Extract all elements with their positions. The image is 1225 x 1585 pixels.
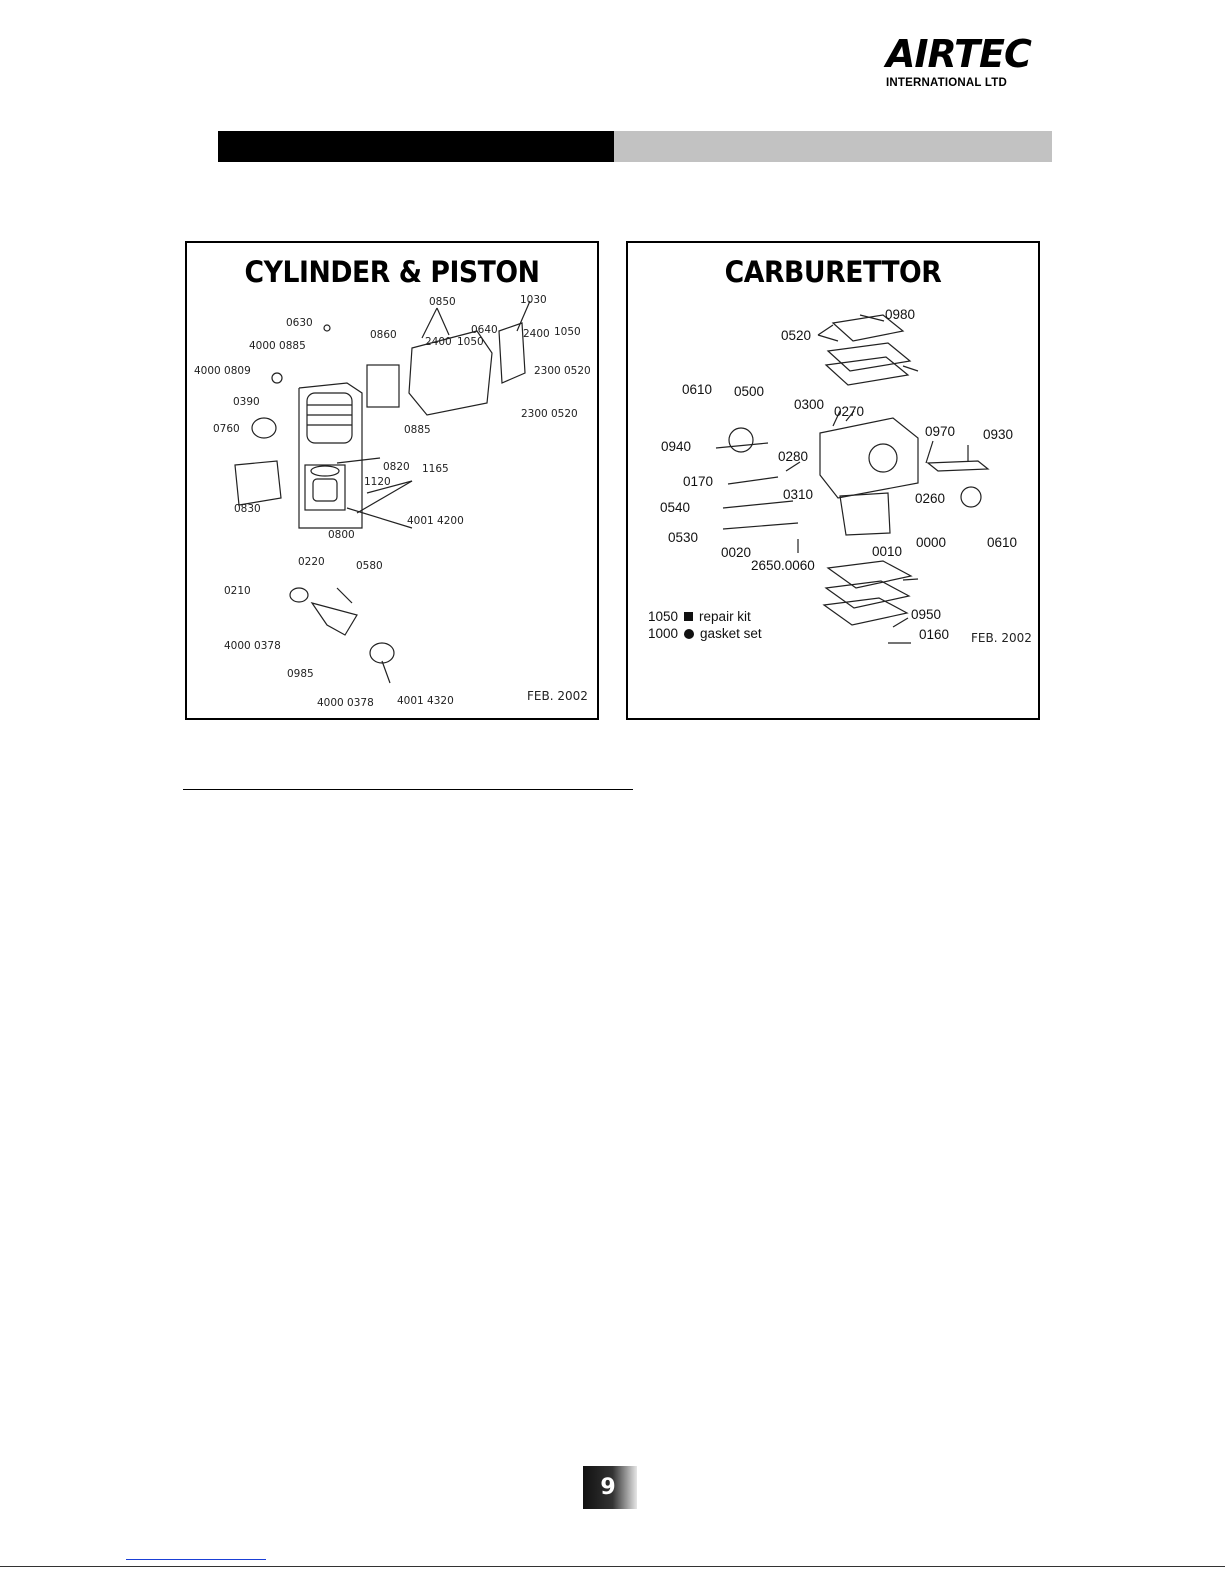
gasket-0830 bbox=[235, 461, 281, 505]
part-label: 0520 bbox=[564, 365, 591, 377]
part-label: 2300 bbox=[534, 365, 561, 377]
diagram-date: FEB. 2002 bbox=[971, 631, 1032, 645]
part-label: 0800 bbox=[328, 529, 355, 541]
legend-code: 1050 bbox=[648, 609, 679, 624]
part-label: 1165 bbox=[422, 463, 449, 475]
bracket-1030 bbox=[499, 323, 525, 383]
logo-subtitle: INTERNATIONAL LTD bbox=[886, 77, 1007, 89]
header-bar-light-segment bbox=[614, 131, 1052, 162]
part-label: 0020 bbox=[721, 545, 752, 560]
part-label: 0980 bbox=[885, 307, 916, 322]
part-label: 0530 bbox=[668, 530, 699, 545]
part-label: 0970 bbox=[925, 424, 956, 439]
part-label: 0000 bbox=[916, 535, 947, 550]
legend-text: repair kit bbox=[699, 609, 751, 624]
part-label: 2300 bbox=[521, 408, 548, 420]
part-label: 2650.0060 bbox=[751, 558, 815, 573]
part-label: 1050 bbox=[554, 326, 581, 338]
part-label: 4000 0378 bbox=[224, 640, 281, 652]
part-label: 0520 bbox=[551, 408, 578, 420]
part-label: 0950 bbox=[911, 607, 942, 622]
parts-legend bbox=[648, 608, 762, 642]
part-0760 bbox=[252, 418, 276, 438]
part-label: 0830 bbox=[234, 503, 261, 515]
part-label: 0310 bbox=[783, 487, 814, 502]
diagram-title: CYLINDER & PISTON bbox=[244, 255, 540, 289]
legend-row-repair-kit bbox=[648, 608, 762, 625]
part-label: 0300 bbox=[794, 397, 825, 412]
part-label: 0940 bbox=[661, 439, 692, 454]
legend-row-gasket-set bbox=[648, 625, 762, 642]
part-label: 0930 bbox=[983, 427, 1014, 442]
part-label: 2400 bbox=[523, 328, 550, 340]
cover-bottom bbox=[824, 598, 907, 625]
airtec-logo bbox=[886, 32, 1031, 94]
part-label: 0760 bbox=[213, 423, 240, 435]
part-label: 4000 0378 bbox=[317, 697, 374, 709]
part-label: 0860 bbox=[370, 329, 397, 341]
part-label: 0220 bbox=[298, 556, 325, 568]
header-bar-dark-segment bbox=[218, 131, 614, 162]
part-label: 4001 4320 bbox=[397, 695, 454, 707]
metering-plate bbox=[840, 493, 890, 535]
cylinder-part bbox=[307, 393, 352, 443]
legend-text: gasket set bbox=[700, 626, 762, 641]
part-label: 4001 4200 bbox=[407, 515, 464, 527]
part-label: 0640 bbox=[471, 324, 498, 336]
logo-wordmark: AIRTEC bbox=[886, 32, 1031, 76]
part-label: 2400 bbox=[425, 336, 452, 348]
cylinder-piston-drawing bbox=[187, 243, 597, 718]
part-label: 0985 bbox=[287, 668, 314, 680]
part-label: 0280 bbox=[778, 449, 809, 464]
part-label: 1050 bbox=[457, 336, 484, 348]
diagram-title: CARBURETTOR bbox=[724, 255, 942, 289]
footer-link-underline[interactable] bbox=[126, 1559, 266, 1560]
piston-part bbox=[313, 479, 337, 501]
part-label: 0630 bbox=[286, 317, 313, 329]
section-divider bbox=[183, 789, 633, 790]
gasket-bottom bbox=[828, 561, 911, 588]
part-label: 0540 bbox=[660, 500, 691, 515]
footer-rule bbox=[0, 1566, 1225, 1567]
square-icon bbox=[684, 612, 693, 621]
piston-ring bbox=[311, 466, 339, 476]
part-label: 0885 bbox=[404, 424, 431, 436]
part-label: 4000 0885 bbox=[249, 340, 306, 352]
crankshaft-part bbox=[312, 603, 357, 635]
part-label: 1030 bbox=[520, 294, 547, 306]
carburettor-diagram bbox=[626, 241, 1040, 720]
part-label: 0520 bbox=[781, 328, 812, 343]
gasket-0860 bbox=[367, 365, 399, 407]
throttle-plate bbox=[729, 428, 753, 452]
part-label: 4000 0809 bbox=[194, 365, 251, 377]
cylinder-piston-diagram bbox=[185, 241, 599, 720]
page-number: 9 bbox=[600, 1475, 616, 1500]
part-label: 0610 bbox=[682, 382, 713, 397]
legend-code: 1000 bbox=[648, 626, 679, 641]
diaphragm-top bbox=[826, 357, 908, 385]
part-label: 0170 bbox=[683, 474, 714, 489]
page-number-badge bbox=[583, 1466, 637, 1509]
part-label: 0580 bbox=[356, 560, 383, 572]
lever-0930 bbox=[928, 461, 988, 471]
part-label: 0390 bbox=[233, 396, 260, 408]
diaphragm-0260 bbox=[961, 487, 981, 507]
part-label: 0270 bbox=[834, 404, 865, 419]
carburettor-drawing bbox=[628, 243, 1038, 718]
section-header-bar bbox=[218, 131, 1052, 162]
dot-icon bbox=[684, 629, 694, 639]
part-label: 0260 bbox=[915, 491, 946, 506]
part-label: 0820 bbox=[383, 461, 410, 473]
part-label: 0610 bbox=[987, 535, 1018, 550]
diagram-date: FEB. 2002 bbox=[527, 689, 588, 703]
part-label: 0850 bbox=[429, 296, 456, 308]
part-label: 0500 bbox=[734, 384, 765, 399]
part-label: 1120 bbox=[364, 476, 391, 488]
part-label: 0160 bbox=[919, 627, 950, 642]
part-label: 0210 bbox=[224, 585, 251, 597]
part-label: 0010 bbox=[872, 544, 903, 559]
